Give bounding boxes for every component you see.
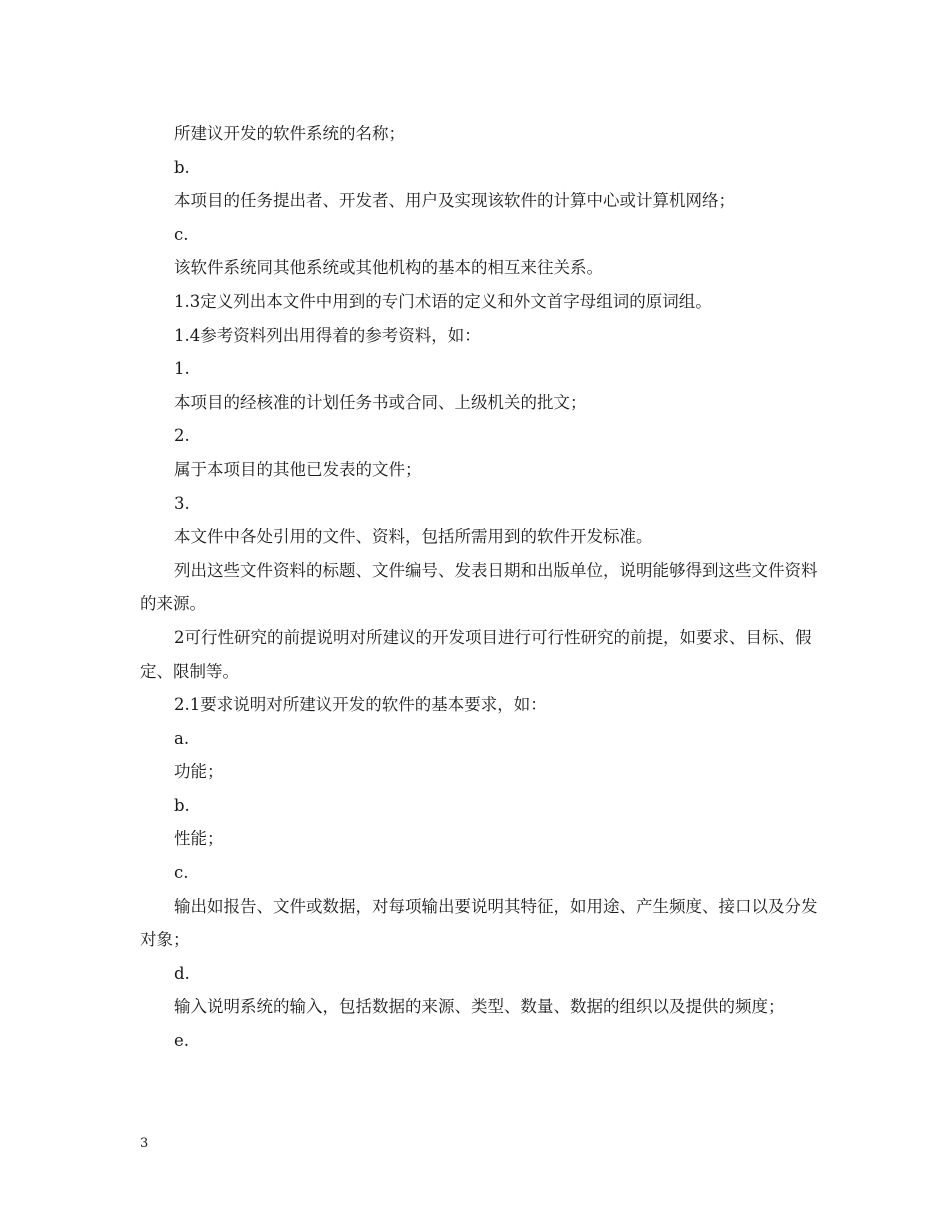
section-requirements: 2.1要求说明对所建议开发的软件的基本要求，如：	[174, 695, 547, 715]
list-marker: a.	[174, 728, 190, 748]
list-marker: 3.	[174, 493, 190, 513]
paragraph: 本项目的经核准的计划任务书或合同、上级机关的批文；	[174, 392, 587, 412]
list-marker: 2.	[174, 426, 190, 446]
paragraph: 该软件系统同其他系统或其他机构的基本的相互来往关系。	[174, 258, 603, 278]
section-definitions: 1.3定义列出本文件中用到的专门术语的定义和外文首字母组词的原词组。	[174, 291, 712, 311]
list-marker: b.	[174, 795, 190, 815]
paragraph: 输出如报告、文件或数据，对每项输出要说明其特征，如用途、产生频度、接口以及分发对象；	[140, 896, 818, 950]
list-marker: 1.	[174, 359, 190, 379]
paragraph: 属于本项目的其他已发表的文件；	[174, 459, 422, 479]
paragraph: 本项目的任务提出者、开发者、用户及实现该软件的计算中心或计算机网络；	[174, 191, 735, 211]
list-marker: b.	[174, 157, 190, 177]
paragraph: 性能；	[174, 829, 224, 849]
page-number: 3	[140, 1136, 149, 1151]
paragraph: 本文件中各处引用的文件、资料，包括所需用到的软件开发标准。	[174, 527, 653, 547]
paragraph: 功能；	[174, 762, 224, 782]
section-references: 1.4参考资料列出用得着的参考资料，如：	[174, 325, 481, 345]
document-body	[140, 117, 820, 1058]
list-marker: e.	[174, 1031, 190, 1051]
list-marker: d.	[174, 963, 190, 983]
paragraph: 输入说明系统的输入，包括数据的来源、类型、数量、数据的组织以及提供的频度；	[174, 997, 785, 1017]
section-premises: 2可行性研究的前提说明对所建议的开发项目进行可行性研究的前提，如要求、目标、假定、限制等。	[140, 627, 812, 681]
paragraph: 列出这些文件资料的标题、文件编号、发表日期和出版单位，说明能够得到这些文件资料的来源。	[140, 560, 818, 614]
list-marker: c.	[174, 224, 189, 244]
list-marker: c.	[174, 863, 189, 883]
paragraph: 所建议开发的软件系统的名称；	[174, 124, 405, 143]
